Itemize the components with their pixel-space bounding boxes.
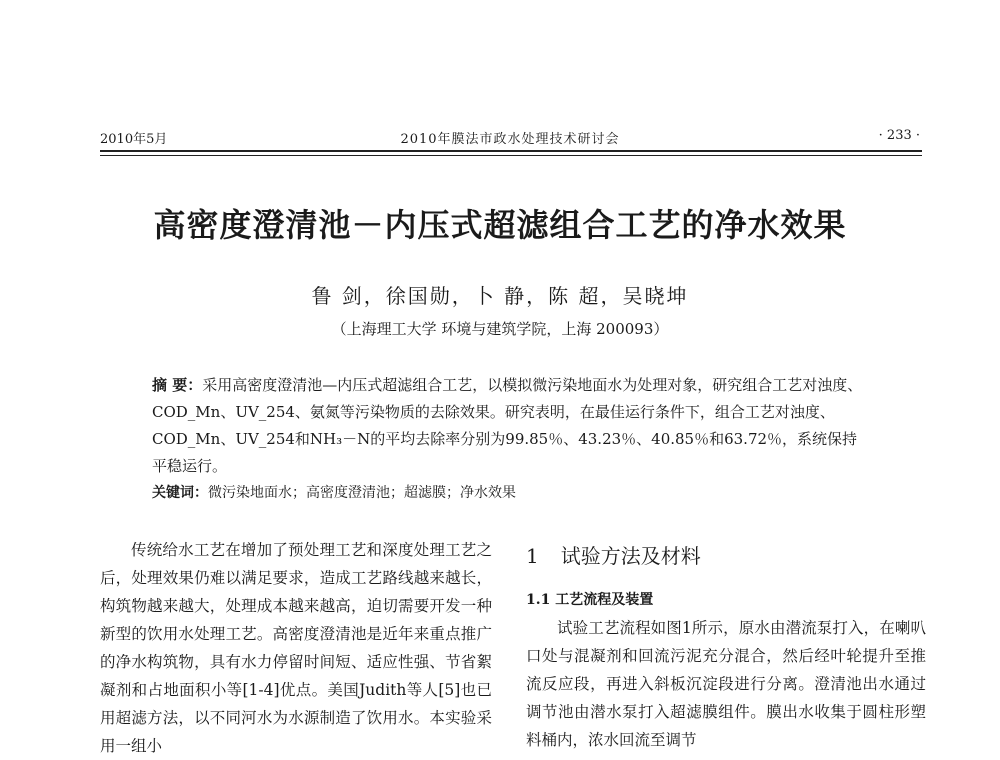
header-rule-thick	[100, 150, 922, 152]
affiliation: （上海理工大学 环境与建筑学院，上海 200093）	[331, 320, 669, 338]
keywords-text: 微污染地面水；高密度澄清池；超滤膜；净水效果	[208, 485, 516, 501]
keywords-label: 关键词：	[152, 485, 208, 501]
intro-paragraph: 传统给水工艺在增加了预处理工艺和深度处理工艺之后，处理效果仍难以满足要求，造成工艺路线越来越长，构筑物越来越大，处理成本越来越高，迫切需要开发一种新型的饮用水处理工艺。高密度澄清池是近年来重点推广的净水构筑物，具有水力停留时间短、适应性强、节省絮凝剂和占地面积小等[1-4]优点。美国Judith等人[5]也已用超滤方法，以不同河水为水源制造了饮用水。本实验采用一组小	[100, 541, 492, 755]
author-list: 鲁 剑，徐国勋，卜 静，陈 超，吴晓坤	[311, 284, 689, 308]
header-conference: 2010年膜法市政水处理技术研讨会	[400, 132, 620, 147]
abstract	[152, 372, 868, 480]
right-column	[526, 540, 926, 754]
header-date: 2010年5月	[100, 132, 168, 147]
section-number: 1	[526, 544, 539, 568]
section-heading	[526, 540, 926, 572]
paper-title: 高密度澄清池－内压式超滤组合工艺的净水效果	[153, 206, 847, 244]
method-paragraph: 试验工艺流程如图1所示，原水由潜流泵打入，在喇叭口处与混凝剂和回流污泥充分混合，然后经叶轮提升至推流反应段，再进入斜板沉淀段进行分离。澄清池出水通过调节池由潜水泵打入超滤膜组件。膜出水收集于圆柱形塑料桶内，浓水回流至调节	[526, 619, 926, 749]
running-header	[100, 128, 920, 150]
header-page-number: · 233 ·	[878, 128, 920, 143]
section-title: 试验方法及材料	[560, 544, 701, 568]
abstract-text: 采用高密度澄清池—内压式超滤组合工艺，以模拟微污染地面水为处理对象，研究组合工艺对浊度、COD_Mn、UV_254、氨氮等污染物质的去除效果。研究表明，在最佳运行条件下，组合工艺对浊度、COD_Mn、UV_254和NH₃－N的平均去除率分别为99.85％、43.23％、40.85％和63.72％，系统保持平稳运行。	[152, 376, 863, 475]
abstract-label: 摘 要：	[152, 376, 203, 394]
subsection-heading: 1.1 工艺流程及装置	[526, 592, 654, 608]
header-rule-thin	[100, 155, 922, 156]
left-column	[100, 536, 492, 760]
keywords	[152, 480, 868, 507]
